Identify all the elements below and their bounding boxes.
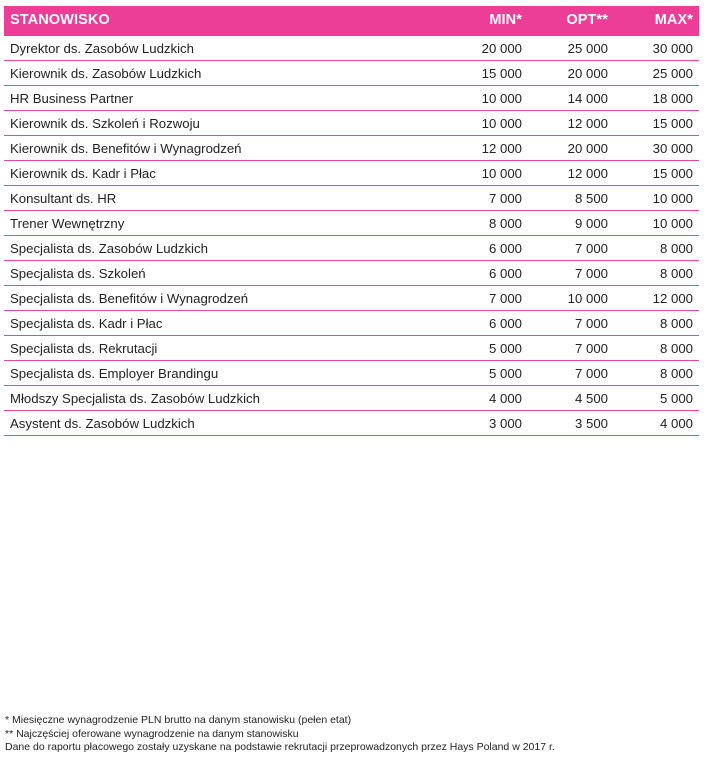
cell-position: Kierownik ds. Szkoleń i Rozwoju	[4, 111, 441, 136]
cell-max: 15 000	[614, 161, 699, 186]
cell-opt: 3 500	[528, 411, 614, 436]
cell-min: 7 000	[441, 286, 528, 311]
cell-opt: 7 000	[528, 236, 614, 261]
cell-min: 20 000	[441, 35, 528, 61]
cell-opt: 25 000	[528, 35, 614, 61]
cell-min: 10 000	[441, 111, 528, 136]
cell-min: 6 000	[441, 261, 528, 286]
footnotes	[5, 714, 705, 755]
cell-max: 8 000	[614, 336, 699, 361]
table-row	[4, 35, 699, 61]
table-row	[4, 286, 699, 311]
cell-min: 5 000	[441, 336, 528, 361]
cell-min: 4 000	[441, 386, 528, 411]
table-row	[4, 386, 699, 411]
cell-position: Asystent ds. Zasobów Ludzkich	[4, 411, 441, 436]
cell-max: 8 000	[614, 236, 699, 261]
table-row	[4, 336, 699, 361]
table-row	[4, 186, 699, 211]
table-row	[4, 411, 699, 436]
cell-opt: 8 500	[528, 186, 614, 211]
cell-min: 15 000	[441, 61, 528, 86]
cell-max: 10 000	[614, 186, 699, 211]
footnote-opt-explanation: ** Najczęściej oferowane wynagrodzenie na danym stanowisku	[5, 727, 299, 740]
cell-min: 6 000	[441, 311, 528, 336]
header-row	[4, 6, 699, 35]
cell-min: 12 000	[441, 136, 528, 161]
cell-position: HR Business Partner	[4, 86, 441, 111]
cell-max: 10 000	[614, 211, 699, 236]
cell-max: 30 000	[614, 35, 699, 61]
footnote-data-source: Dane do raportu płacowego zostały uzyskane na podstawie rekrutacji przeprowadzonych przez Hays Poland w 2017 r.	[5, 741, 555, 753]
cell-min: 10 000	[441, 161, 528, 186]
cell-opt: 14 000	[528, 86, 614, 111]
table-row	[4, 236, 699, 261]
table-header	[4, 6, 699, 35]
cell-max: 12 000	[614, 286, 699, 311]
header-max: MAX*	[614, 6, 699, 35]
cell-max: 30 000	[614, 136, 699, 161]
cell-opt: 12 000	[528, 161, 614, 186]
table-row	[4, 311, 699, 336]
cell-max: 8 000	[614, 261, 699, 286]
header-opt: OPT**	[528, 6, 614, 35]
table-row	[4, 86, 699, 111]
cell-min: 7 000	[441, 186, 528, 211]
cell-max: 8 000	[614, 311, 699, 336]
header-min: MIN*	[441, 6, 528, 35]
cell-position: Specjalista ds. Szkoleń	[4, 261, 441, 286]
cell-position: Specjalista ds. Rekrutacji	[4, 336, 441, 361]
cell-position: Dyrektor ds. Zasobów Ludzkich	[4, 35, 441, 61]
cell-opt: 12 000	[528, 111, 614, 136]
table-row	[4, 211, 699, 236]
cell-max: 25 000	[614, 61, 699, 86]
cell-min: 5 000	[441, 361, 528, 386]
cell-min: 6 000	[441, 236, 528, 261]
cell-opt: 10 000	[528, 286, 614, 311]
cell-opt: 7 000	[528, 311, 614, 336]
cell-position: Konsultant ds. HR	[4, 186, 441, 211]
table-row	[4, 111, 699, 136]
cell-max: 5 000	[614, 386, 699, 411]
footnote-min-explanation: * Miesięczne wynagrodzenie PLN brutto na danym stanowisku (pełen etat)	[5, 714, 352, 726]
cell-max: 18 000	[614, 86, 699, 111]
cell-opt: 20 000	[528, 61, 614, 86]
cell-max: 8 000	[614, 361, 699, 386]
cell-max: 15 000	[614, 111, 699, 136]
cell-position: Kierownik ds. Kadr i Płac	[4, 161, 441, 186]
table-row	[4, 261, 699, 286]
cell-opt: 9 000	[528, 211, 614, 236]
cell-min: 3 000	[441, 411, 528, 436]
table-row	[4, 361, 699, 386]
table-body	[4, 35, 699, 436]
cell-opt: 20 000	[528, 136, 614, 161]
cell-max: 4 000	[614, 411, 699, 436]
cell-opt: 7 000	[528, 361, 614, 386]
cell-position: Specjalista ds. Zasobów Ludzkich	[4, 236, 441, 261]
cell-position: Trener Wewnętrzny	[4, 211, 441, 236]
cell-position: Specjalista ds. Benefitów i Wynagrodzeń	[4, 286, 441, 311]
salary-table	[4, 6, 699, 436]
cell-position: Kierownik ds. Benefitów i Wynagrodzeń	[4, 136, 441, 161]
cell-min: 8 000	[441, 211, 528, 236]
cell-opt: 7 000	[528, 261, 614, 286]
table-row	[4, 136, 699, 161]
cell-position: Specjalista ds. Employer Brandingu	[4, 361, 441, 386]
table-row	[4, 161, 699, 186]
cell-opt: 4 500	[528, 386, 614, 411]
cell-opt: 7 000	[528, 336, 614, 361]
cell-position: Specjalista ds. Kadr i Płac	[4, 311, 441, 336]
cell-position: Kierownik ds. Zasobów Ludzkich	[4, 61, 441, 86]
cell-min: 10 000	[441, 86, 528, 111]
cell-position: Młodszy Specjalista ds. Zasobów Ludzkich	[4, 386, 441, 411]
header-position: STANOWISKO	[4, 6, 441, 35]
table-row	[4, 61, 699, 86]
